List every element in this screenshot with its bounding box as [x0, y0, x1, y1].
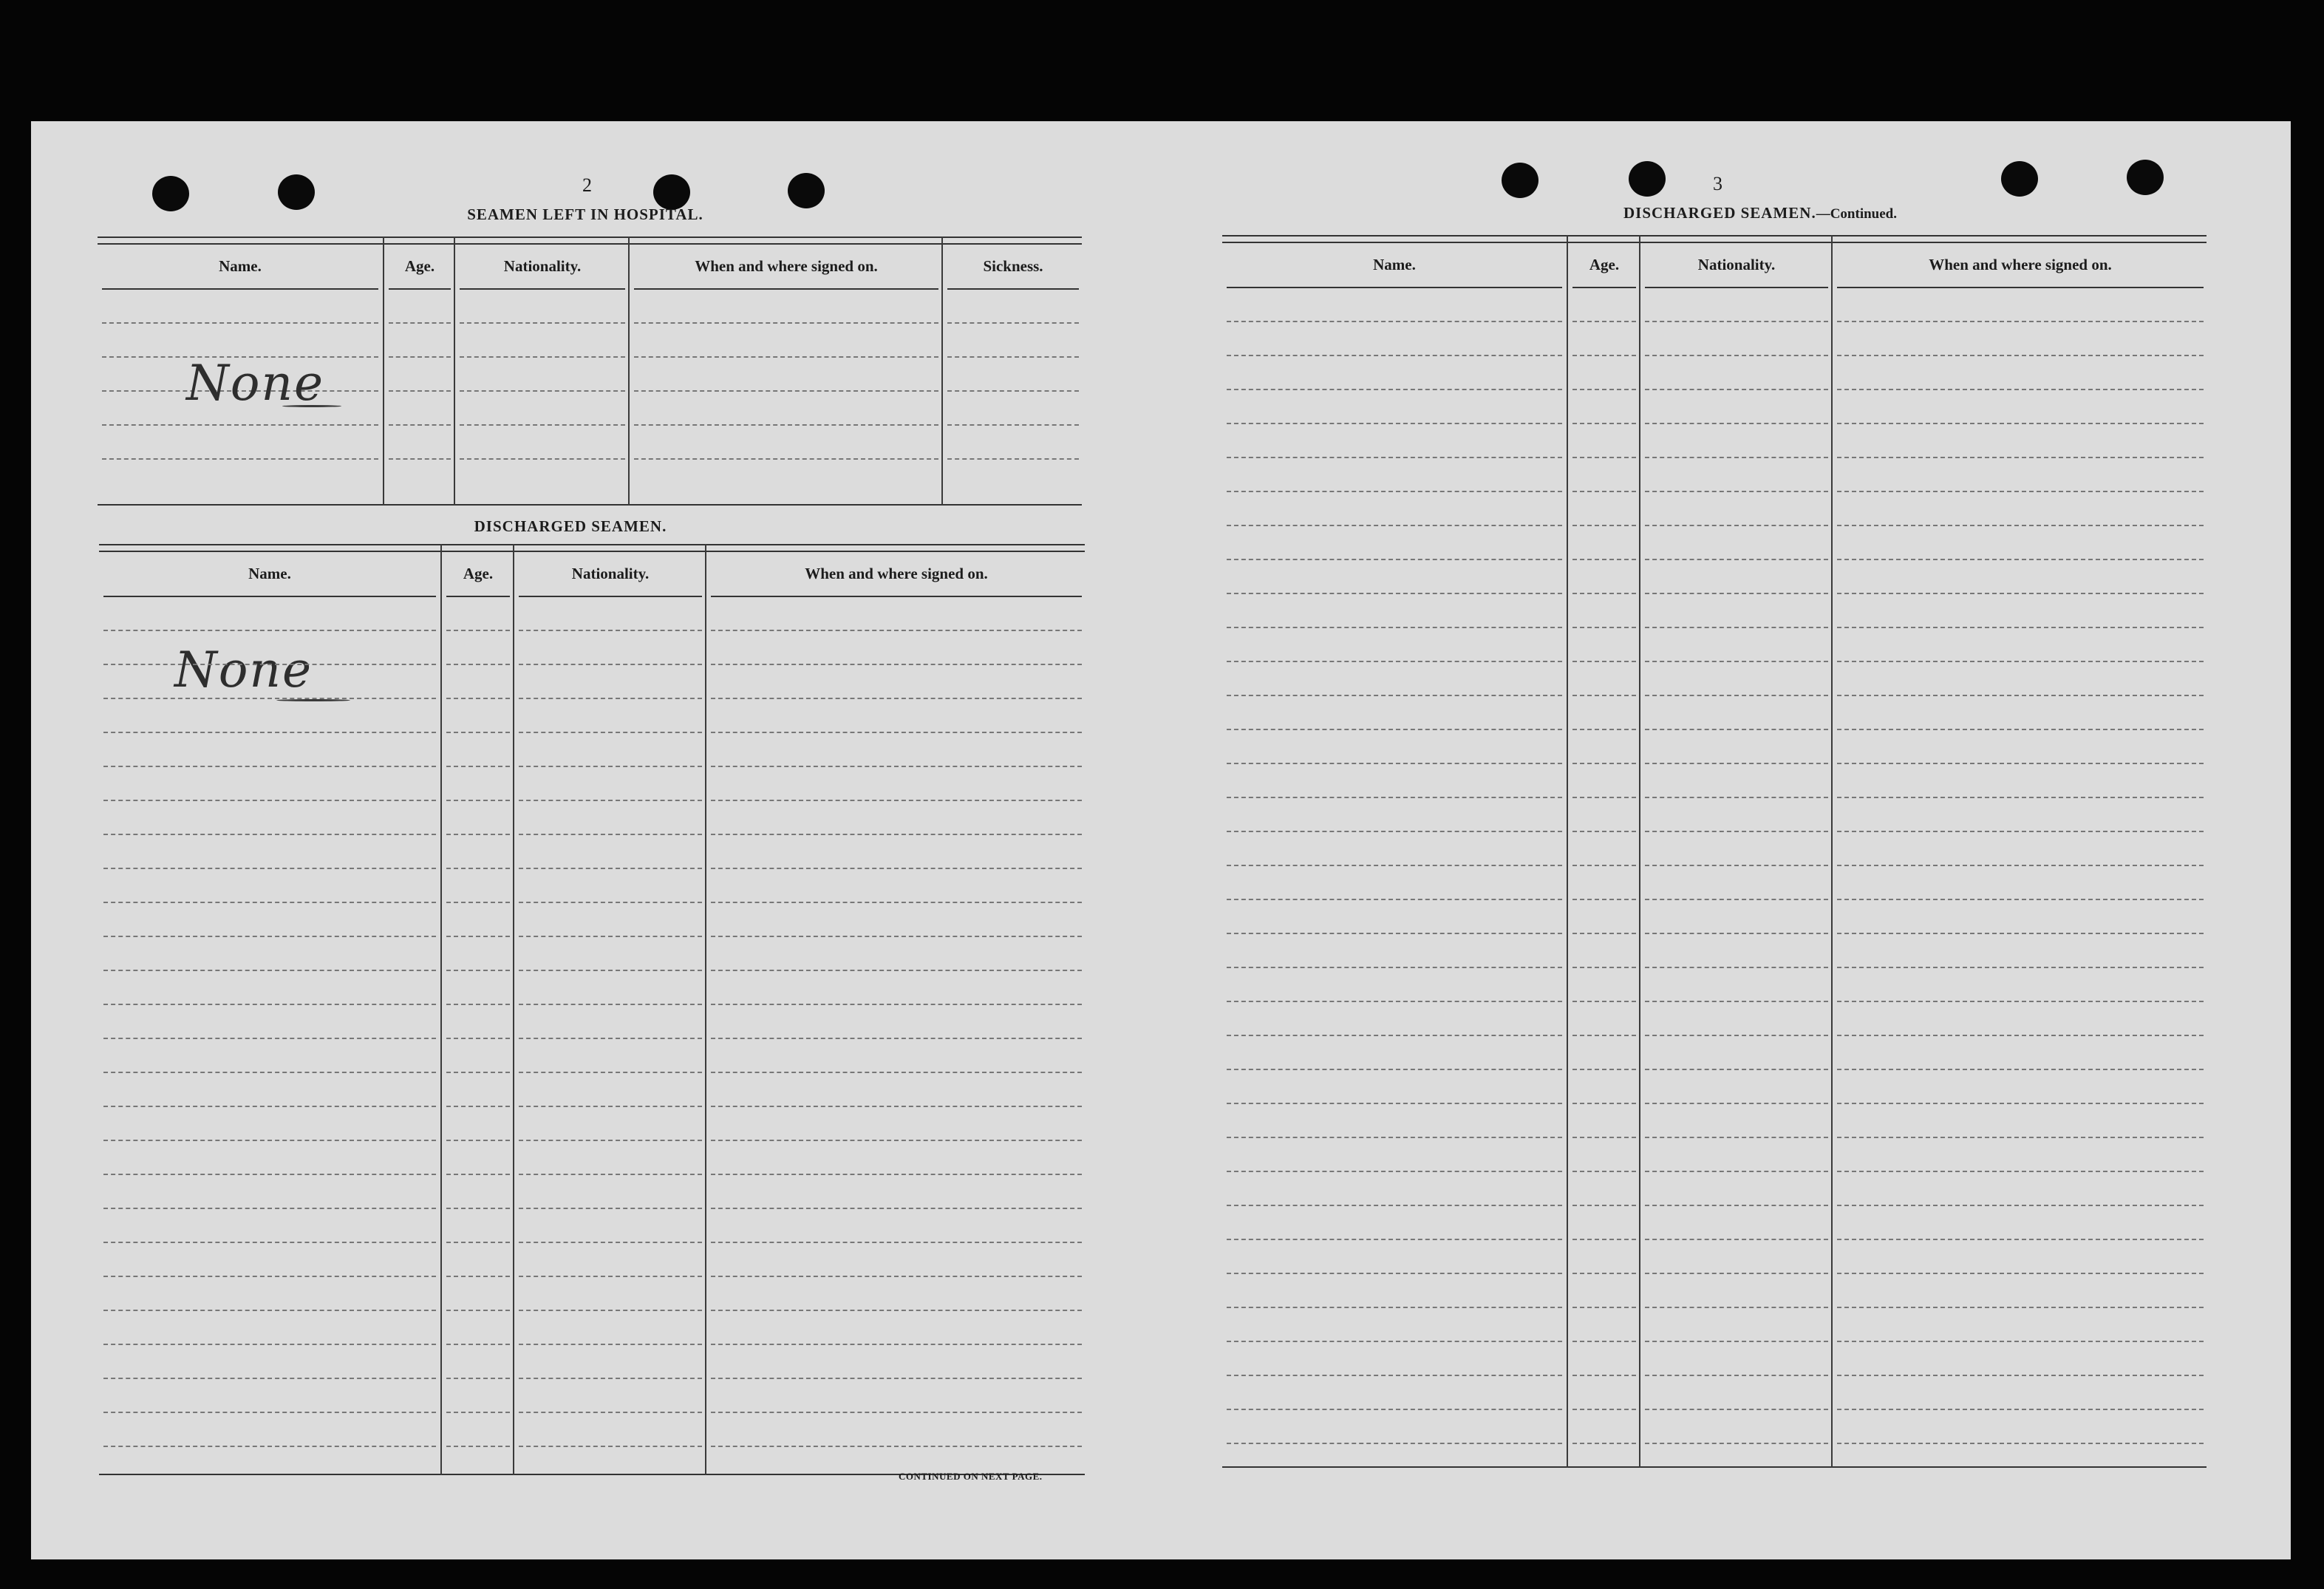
ruled-line — [1227, 389, 1562, 390]
column-header: When and where signed on. — [805, 565, 988, 582]
hospital-section-title: SEAMEN LEFT IN HOSPITAL. — [467, 205, 703, 223]
ruled-line — [446, 1310, 510, 1311]
ruled-line — [519, 1378, 702, 1379]
ruled-line — [519, 1038, 702, 1039]
ruled-line — [1837, 593, 2204, 594]
col-age — [383, 237, 455, 506]
ruled-line — [711, 970, 1082, 971]
ruled-line — [1837, 355, 2204, 356]
ruled-line — [519, 1242, 702, 1243]
ruled-line — [1572, 1205, 1636, 1206]
ruled-line — [1572, 1035, 1636, 1036]
handwritten-entry: None — [186, 355, 325, 412]
ruled-line — [1227, 797, 1562, 798]
ruled-line — [1645, 763, 1828, 764]
column-header: Nationality. — [571, 565, 650, 582]
handwritten-entry: None — [174, 642, 313, 698]
ruled-line — [1645, 1375, 1828, 1376]
column-header: Name. — [248, 565, 291, 582]
col-signed-on — [1831, 235, 2208, 1468]
ruled-line — [519, 902, 702, 903]
ruled-line — [1837, 729, 2204, 730]
ruled-line — [1837, 1035, 2204, 1036]
ruled-line — [1227, 865, 1562, 866]
column-header: Age. — [463, 565, 494, 582]
ruled-line — [1837, 1239, 2204, 1240]
ruled-line — [1227, 899, 1562, 900]
ruled-line — [446, 1242, 510, 1243]
ruled-line — [1837, 1001, 2204, 1002]
col-name — [1222, 235, 1567, 1468]
ruled-line — [1645, 797, 1828, 798]
ruled-line — [103, 834, 436, 835]
ruled-line — [103, 1140, 436, 1141]
ruled-line — [711, 1310, 1082, 1311]
ruled-line — [103, 1242, 436, 1243]
ruled-line — [1572, 865, 1636, 866]
page-number: 2 — [582, 174, 592, 196]
ruled-line — [1645, 729, 1828, 730]
ruled-line — [103, 902, 436, 903]
ruled-line — [711, 936, 1082, 937]
ruled-line — [1837, 1171, 2204, 1172]
ruled-line — [446, 766, 510, 767]
ruled-line — [1227, 1273, 1562, 1274]
continued-note: CONTINUED ON NEXT PAGE. — [899, 1471, 1043, 1482]
ruled-line — [711, 732, 1082, 733]
ruled-line — [1572, 899, 1636, 900]
ruled-line — [1227, 1137, 1562, 1138]
ruled-line — [1645, 933, 1828, 934]
ruled-line — [711, 1038, 1082, 1039]
ruled-line — [446, 732, 510, 733]
ruled-line — [103, 868, 436, 869]
column-header: Sickness. — [983, 257, 1043, 275]
ruled-line — [1645, 491, 1828, 492]
ruled-line — [1227, 457, 1562, 458]
ruled-line — [1572, 559, 1636, 560]
ruled-line — [1227, 1341, 1562, 1342]
ruled-line — [1837, 491, 2204, 492]
column-header: Name. — [219, 257, 262, 275]
ruled-line — [446, 1038, 510, 1039]
right-page — [1154, 121, 2291, 1559]
ruled-line — [519, 1344, 702, 1345]
col-nationality — [454, 237, 630, 506]
ruled-line — [1227, 661, 1562, 662]
ruled-line — [519, 1310, 702, 1311]
ruled-line — [446, 630, 510, 631]
ruled-line — [1227, 1001, 1562, 1002]
ruled-line — [519, 630, 702, 631]
ruled-line — [1572, 321, 1636, 322]
ruled-line — [1227, 423, 1562, 424]
ruled-line — [711, 1242, 1082, 1243]
ruled-line — [1572, 593, 1636, 594]
ruled-line — [103, 1106, 436, 1107]
ruled-line — [519, 766, 702, 767]
ruled-line — [103, 1174, 436, 1175]
ruled-line — [1645, 1171, 1828, 1172]
ruled-line — [446, 1208, 510, 1209]
ruled-line — [1572, 423, 1636, 424]
ruled-line — [1227, 1205, 1562, 1206]
ruled-line — [711, 766, 1082, 767]
ruled-line — [1837, 1409, 2204, 1410]
ruled-line — [446, 698, 510, 699]
ruled-line — [519, 1276, 702, 1277]
ruled-line — [1645, 695, 1828, 696]
ruled-line — [1572, 1409, 1636, 1410]
ruled-line — [1572, 1239, 1636, 1240]
ruled-line — [1645, 627, 1828, 628]
col-name — [99, 544, 440, 1475]
column-header: Age. — [404, 257, 435, 275]
ruled-line — [446, 1072, 510, 1073]
ruled-line — [1837, 423, 2204, 424]
ruled-line — [519, 1004, 702, 1005]
ruled-line — [1227, 321, 1562, 322]
ruled-line — [1227, 1375, 1562, 1376]
ruled-line — [1837, 321, 2204, 322]
ruled-line — [1645, 1001, 1828, 1002]
ruled-line — [519, 732, 702, 733]
ruled-line — [103, 1072, 436, 1073]
ruled-line — [1227, 593, 1562, 594]
ruled-line — [1572, 389, 1636, 390]
column-header: Name. — [1373, 256, 1416, 273]
ruled-line — [1227, 1409, 1562, 1410]
ruled-line — [1572, 1171, 1636, 1172]
ruled-line — [1837, 1103, 2204, 1104]
ruled-line — [103, 664, 436, 665]
ruled-line — [711, 698, 1082, 699]
ruled-line — [1645, 321, 1828, 322]
ruled-line — [1837, 899, 2204, 900]
ruled-line — [1837, 1273, 2204, 1274]
ruled-line — [446, 1004, 510, 1005]
ruled-line — [1837, 1307, 2204, 1308]
col-nationality — [1639, 235, 1833, 1468]
discharged-section-title: DISCHARGED SEAMEN. — [474, 517, 667, 535]
ruled-line — [1645, 457, 1828, 458]
ruled-line — [1572, 729, 1636, 730]
ruled-line — [711, 834, 1082, 835]
ruled-line — [1572, 933, 1636, 934]
ruled-line — [711, 1344, 1082, 1345]
column-header: When and where signed on. — [695, 257, 878, 275]
ruled-line — [1645, 1035, 1828, 1036]
ruled-line — [711, 1106, 1082, 1107]
ruled-line — [1645, 389, 1828, 390]
ruled-line — [103, 1412, 436, 1413]
ruled-line — [519, 868, 702, 869]
ruled-line — [1227, 831, 1562, 832]
ruled-line — [519, 1174, 702, 1175]
col-sickness — [941, 237, 1083, 506]
ruled-line — [446, 1412, 510, 1413]
ruled-line — [1645, 1103, 1828, 1104]
ruled-line — [103, 970, 436, 971]
ruled-line — [711, 1140, 1082, 1141]
ruled-line — [519, 800, 702, 801]
ruled-line — [711, 1208, 1082, 1209]
discharged-continued-table — [1222, 235, 2207, 1468]
ruled-line — [1837, 1205, 2204, 1206]
ruled-line — [711, 902, 1082, 903]
ruled-line — [711, 1004, 1082, 1005]
ruled-line — [1837, 967, 2204, 968]
ruled-line — [711, 1072, 1082, 1073]
ruled-line — [446, 1140, 510, 1141]
ruled-line — [446, 936, 510, 937]
ruled-line — [711, 800, 1082, 801]
ruled-line — [1837, 1443, 2204, 1444]
ruled-line — [1572, 491, 1636, 492]
ruled-line — [1645, 1409, 1828, 1410]
ruled-line — [1572, 1137, 1636, 1138]
ruled-line — [103, 630, 436, 631]
ruled-line — [711, 1412, 1082, 1413]
ruled-line — [1837, 865, 2204, 866]
ruled-line — [446, 902, 510, 903]
ruled-line — [1837, 389, 2204, 390]
ruled-line — [1572, 695, 1636, 696]
discharged-continued-title — [1538, 204, 1982, 222]
ruled-line — [103, 732, 436, 733]
ruled-line — [103, 1378, 436, 1379]
col-age — [1567, 235, 1640, 1468]
ruled-line — [1227, 695, 1562, 696]
ruled-line — [446, 868, 510, 869]
ruled-line — [446, 970, 510, 971]
col-nationality — [513, 544, 706, 1475]
ruled-line — [711, 630, 1082, 631]
ruled-line — [446, 664, 510, 665]
ruled-line — [1645, 423, 1828, 424]
ruled-line — [1572, 1273, 1636, 1274]
hospital-table — [98, 237, 1082, 506]
ruled-line — [1645, 1205, 1828, 1206]
col-name — [98, 237, 383, 506]
ruled-line — [103, 1276, 436, 1277]
ruled-line — [1227, 355, 1562, 356]
ruled-line — [1227, 967, 1562, 968]
ruled-line — [103, 936, 436, 937]
ruled-line — [1572, 1443, 1636, 1444]
ruled-line — [446, 834, 510, 835]
ruled-line — [1227, 933, 1562, 934]
ruled-line — [1572, 525, 1636, 526]
ruled-line — [519, 936, 702, 937]
ruled-line — [1645, 525, 1828, 526]
ruled-line — [1837, 695, 2204, 696]
ruled-line — [1645, 899, 1828, 900]
col-signed-on — [705, 544, 1086, 1475]
column-header: Age. — [1589, 256, 1620, 273]
ruled-line — [519, 664, 702, 665]
ruled-line — [446, 1106, 510, 1107]
ruled-line — [1837, 831, 2204, 832]
ruled-line — [1645, 1443, 1828, 1444]
ruled-line — [1645, 1341, 1828, 1342]
ruled-line — [1227, 729, 1562, 730]
ruled-line — [1572, 1375, 1636, 1376]
ruled-line — [1227, 627, 1562, 628]
ruled-line — [1837, 933, 2204, 934]
ruled-line — [1572, 627, 1636, 628]
ruled-line — [1645, 661, 1828, 662]
ruled-line — [1837, 627, 2204, 628]
ruled-line — [1227, 763, 1562, 764]
ruled-line — [519, 1072, 702, 1073]
ruled-line — [1645, 967, 1828, 968]
ruled-line — [519, 1446, 702, 1447]
section-title-text: DISCHARGED SEAMEN. — [1623, 204, 1816, 222]
ruled-line — [103, 800, 436, 801]
ruled-line — [446, 800, 510, 801]
ruled-line — [1837, 457, 2204, 458]
ruled-line — [103, 766, 436, 767]
ruled-line — [1645, 559, 1828, 560]
ruled-line — [1572, 967, 1636, 968]
ruled-line — [1837, 1137, 2204, 1138]
ruled-line — [1837, 1375, 2204, 1376]
ruled-line — [1645, 1069, 1828, 1070]
ruled-line — [103, 1038, 436, 1039]
left-page — [31, 121, 1154, 1559]
ruled-line — [1227, 491, 1562, 492]
ruled-line — [519, 970, 702, 971]
ruled-line — [103, 1208, 436, 1209]
ruled-line — [519, 1106, 702, 1107]
ruled-line — [446, 1344, 510, 1345]
ruled-line — [1837, 525, 2204, 526]
ruled-line — [103, 698, 436, 699]
continued-suffix: —Continued. — [1816, 206, 1897, 222]
ruled-line — [1572, 1001, 1636, 1002]
ruled-line — [1645, 1307, 1828, 1308]
ruled-line — [1645, 1239, 1828, 1240]
ruled-line — [1572, 1341, 1636, 1342]
ruled-line — [446, 1446, 510, 1447]
ruled-line — [103, 1004, 436, 1005]
ruled-line — [446, 1276, 510, 1277]
column-header: Nationality. — [503, 257, 582, 275]
ruled-line — [1837, 763, 2204, 764]
ruled-line — [1572, 1103, 1636, 1104]
ruled-line — [519, 698, 702, 699]
ruled-line — [1227, 525, 1562, 526]
ruled-line — [711, 1446, 1082, 1447]
ruled-line — [711, 664, 1082, 665]
ruled-line — [1645, 355, 1828, 356]
ruled-line — [446, 1174, 510, 1175]
col-age — [440, 544, 514, 1475]
ruled-line — [519, 1412, 702, 1413]
ruled-line — [1837, 559, 2204, 560]
ruled-line — [711, 1378, 1082, 1379]
ruled-line — [1572, 831, 1636, 832]
ruled-line — [1645, 831, 1828, 832]
col-signed-on — [628, 237, 943, 506]
ruled-line — [711, 868, 1082, 869]
ruled-line — [1227, 1239, 1562, 1240]
discharged-table — [99, 544, 1085, 1475]
ruled-line — [1227, 1171, 1562, 1172]
ruled-line — [1227, 1103, 1562, 1104]
ruled-line — [103, 1344, 436, 1345]
ruled-line — [711, 1276, 1082, 1277]
ruled-line — [1227, 1443, 1562, 1444]
ruled-line — [103, 1446, 436, 1447]
ruled-line — [1572, 797, 1636, 798]
ruled-line — [1837, 661, 2204, 662]
manifest-sheet — [31, 121, 2291, 1559]
ruled-line — [1645, 593, 1828, 594]
column-header: When and where signed on. — [1929, 256, 2112, 273]
ruled-line — [1645, 1137, 1828, 1138]
ruled-line — [1227, 1035, 1562, 1036]
ruled-line — [1227, 559, 1562, 560]
ruled-line — [103, 1310, 436, 1311]
ruled-line — [1227, 1307, 1562, 1308]
ruled-line — [1572, 1307, 1636, 1308]
ruled-line — [1645, 1273, 1828, 1274]
column-header: Nationality. — [1697, 256, 1776, 273]
ruled-line — [1837, 1069, 2204, 1070]
ruled-line — [446, 1378, 510, 1379]
ruled-line — [1572, 763, 1636, 764]
ruled-line — [1837, 1341, 2204, 1342]
ruled-line — [1837, 797, 2204, 798]
ruled-line — [519, 834, 702, 835]
ruled-line — [1227, 1069, 1562, 1070]
ruled-line — [711, 1174, 1082, 1175]
ruled-line — [1572, 1069, 1636, 1070]
ruled-line — [1572, 355, 1636, 356]
ruled-line — [519, 1208, 702, 1209]
ruled-line — [519, 1140, 702, 1141]
page-number: 3 — [1713, 173, 1722, 194]
ruled-line — [1572, 457, 1636, 458]
ruled-line — [1645, 865, 1828, 866]
ruled-line — [1572, 661, 1636, 662]
